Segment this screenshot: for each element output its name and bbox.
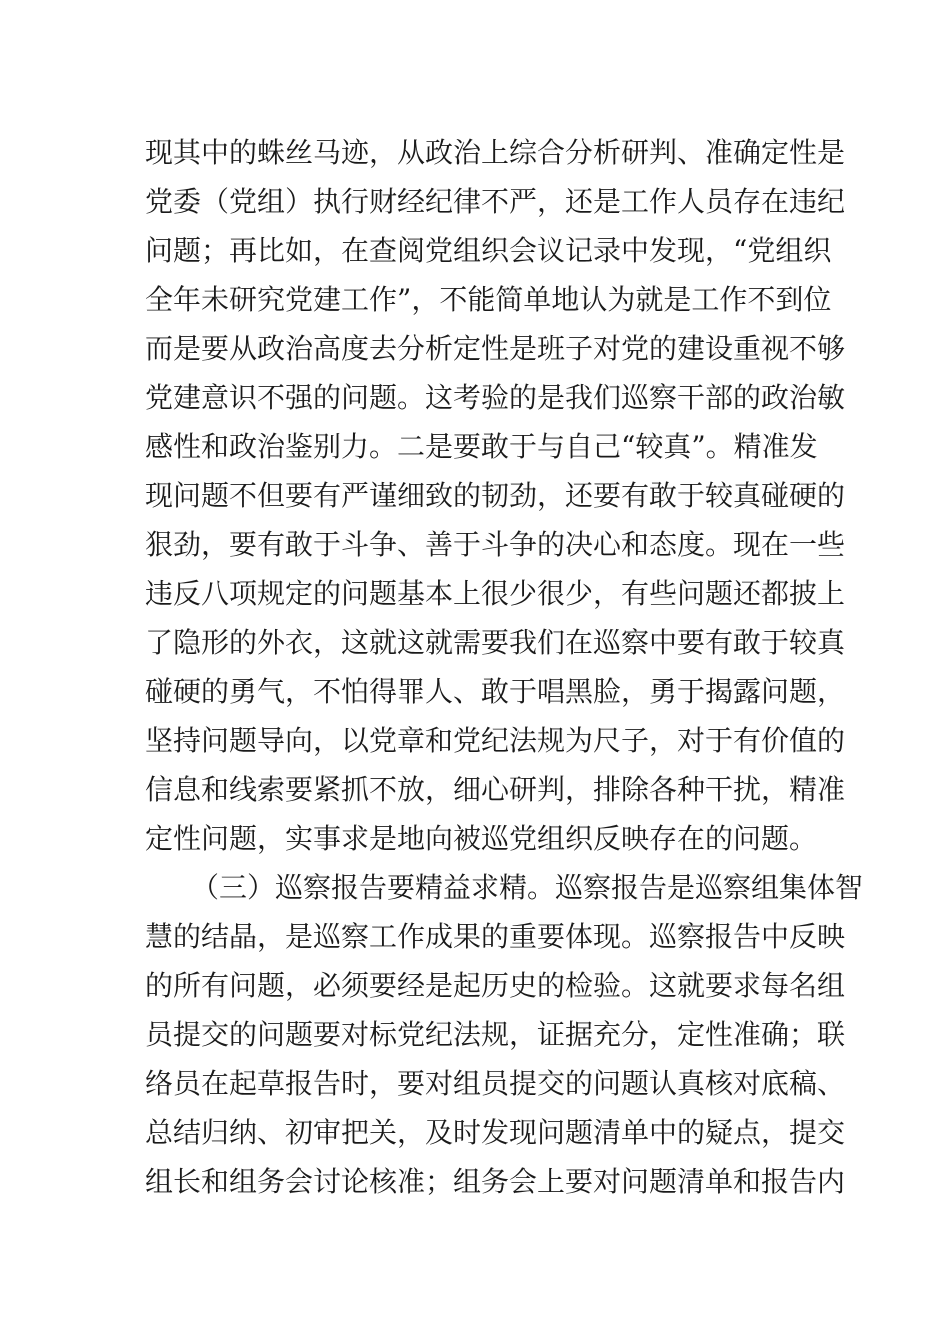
body-text — [145, 128, 864, 1206]
text-line: 问题；再比如，在查阅党组织会议记录中发现，“党组织 — [145, 234, 832, 267]
text-line: 狠劲，要有敢于斗争、善于斗争的决心和态度。现在一些 — [145, 528, 846, 561]
text-line: 碰硬的勇气，不怕得罪人、敢于唱黑脸，勇于揭露问题， — [145, 675, 846, 708]
text-line: 的所有问题，必须要经是起历史的检验。这就要求每名组 — [145, 969, 846, 1002]
text-line: 全年未研究党建工作”，不能简单地认为就是工作不到位 — [145, 283, 832, 316]
text-line: 了隐形的外衣，这就这就需要我们在巡察中要有敢于较真 — [145, 626, 846, 659]
paragraph-continued — [145, 128, 846, 863]
text-line: 组长和组务会讨论核准；组务会上要对问题清单和报告内 — [145, 1165, 846, 1198]
text-line: 慧的结晶，是巡察工作成果的重要体现。巡察报告中反映 — [145, 920, 846, 953]
text-line: 信息和线索要紧抓不放，细心研判，排除各种干扰，精准 — [145, 773, 846, 806]
text-line: 现其中的蛛丝马迹，从政治上综合分析研判、准确定性是 — [145, 136, 846, 169]
text-line: 络员在起草报告时，要对组员提交的问题认真核对底稿、 — [145, 1067, 846, 1100]
text-line: 现问题不但要有严谨细致的韧劲，还要有敢于较真碰硬的 — [145, 479, 846, 512]
text-line: 党委（党组）执行财经纪律不严，还是工作人员存在违纪 — [145, 185, 846, 218]
text-line: 违反八项规定的问题基本上很少很少，有些问题还都披上 — [145, 577, 846, 610]
text-line: 感性和政治鉴别力。二是要敢于与自己“较真”。精准发 — [145, 430, 818, 463]
text-line: 党建意识不强的问题。这考验的是我们巡察干部的政治敏 — [145, 381, 846, 414]
section-heading-line: （三）巡察报告要精益求精。巡察报告是巡察组集体智 — [191, 871, 864, 904]
text-line: 而是要从政治高度去分析定性是班子对党的建设重视不够 — [145, 332, 846, 365]
text-line: 员提交的问题要对标党纪法规，证据充分，定性准确；联 — [145, 1018, 846, 1051]
text-line: 坚持问题导向，以党章和党纪法规为尺子，对于有价值的 — [145, 724, 846, 757]
paragraph-section-3 — [145, 863, 864, 1206]
text-line-last: 定性问题，实事求是地向被巡党组织反映存在的问题。 — [145, 822, 818, 855]
text-line: 总结归纳、初审把关，及时发现问题清单中的疑点，提交 — [145, 1116, 846, 1149]
